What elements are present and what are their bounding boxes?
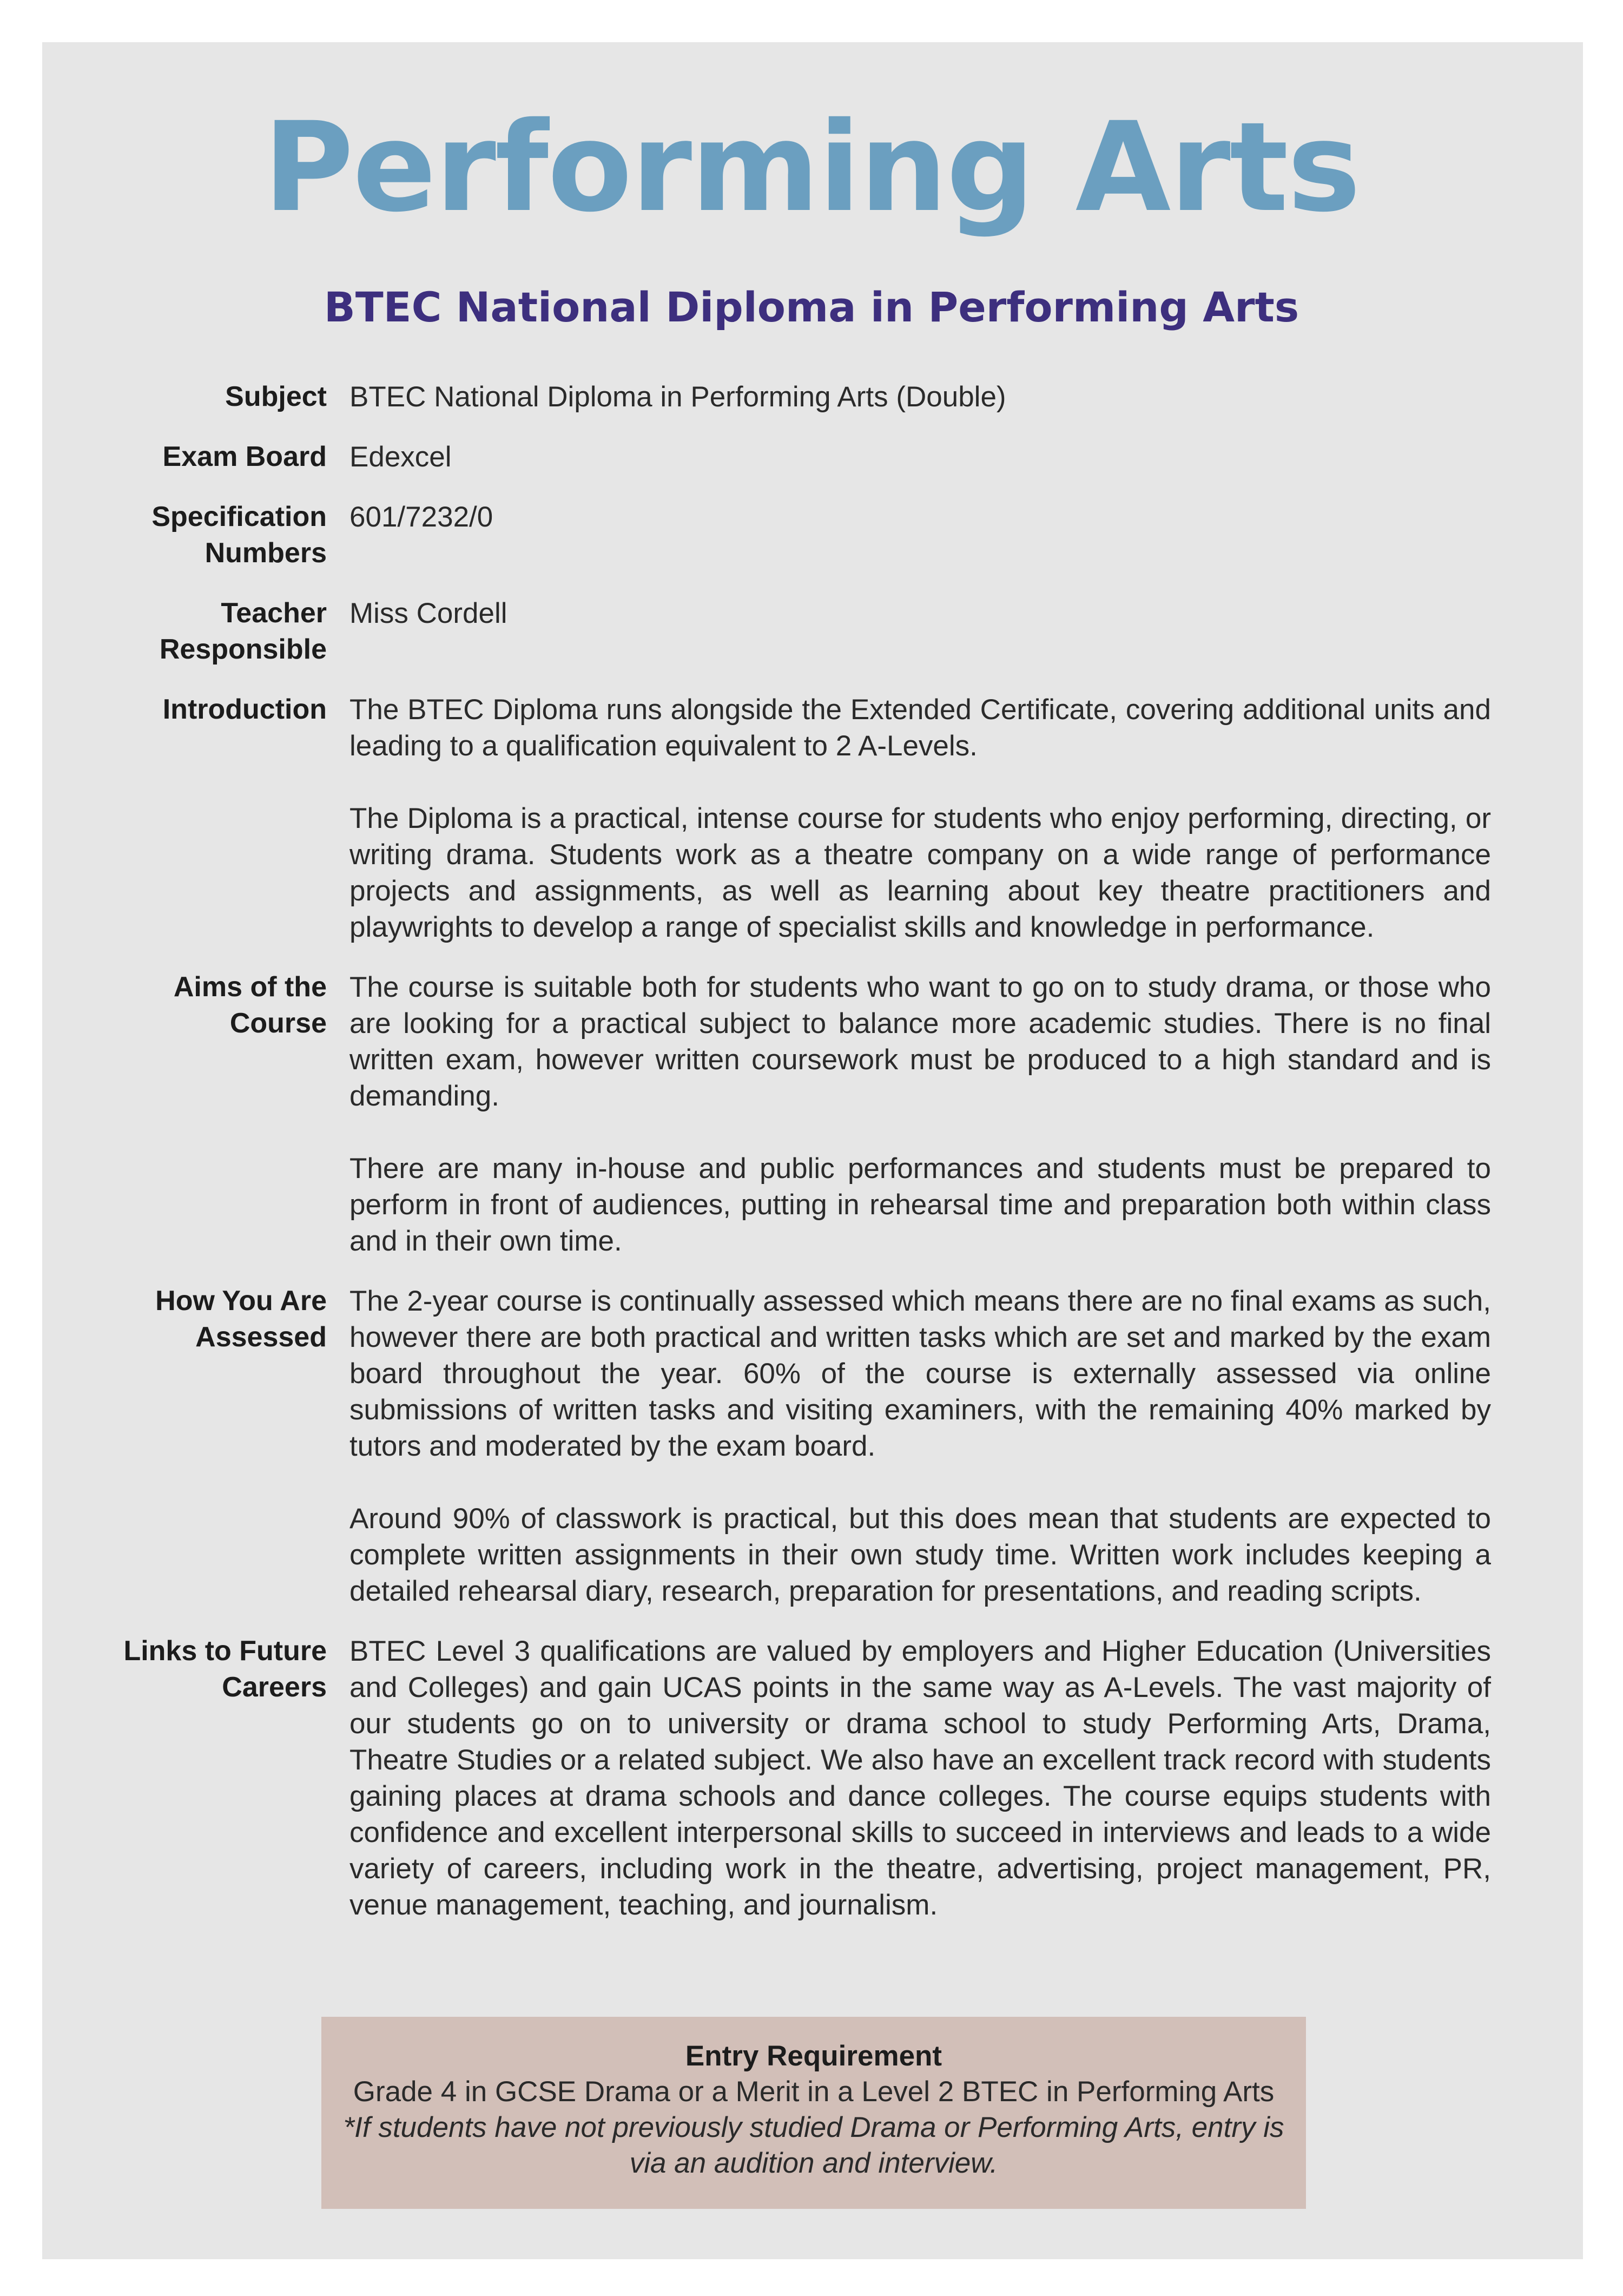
introduction-paragraph: The Diploma is a practical, intense course for students who enjoy performing, directing, or writing drama. Students work as a theatre company on a wide range of performance projects and assignments, as well as learning about key theatre practitioners and playwrights to develop a range of specialist skills and knowledge in performance. [349,802,1491,943]
page-title: Performing Arts [263,95,1360,239]
entry-requirement-text: Grade 4 in GCSE Drama or a Merit in a Level 2 BTEC in Performing Arts [353,2076,1275,2108]
entry-requirement-box [321,2017,1306,2209]
detail-row-specification [0,499,1623,571]
assessment-paragraph: The 2-year course is continually assessed which means there are no final exams as such, however there are both practical and written tasks which are set and marked by the exam board throughout the year. 60% of the course is externally assessed via online submissions of written tasks and visiting examiners, with the remaining 40% marked by tutors and moderated by the exam board. [349,1285,1491,1462]
aims-label: Aims of the Course [173,971,327,1039]
assessment-paragraph: Around 90% of classwork is practical, but this does mean that students are expected to complete written assignments in their own study time. Written work includes keeping a detailed rehearsal diary, research, preparation for presentations, and reading scripts. [349,1503,1491,1607]
careers-label: Links to Future Careers [123,1635,327,1703]
subject-value: BTEC National Diploma in Performing Arts (Double) [349,381,1006,413]
aims-text [349,969,1491,1259]
page-subtitle: BTEC National Diploma in Performing Arts [324,283,1299,331]
teacher-value: Miss Cordell [349,597,507,629]
entry-requirement-note: *If students have not previously studied Drama or Performing Arts, entry is via an audition and interview. [343,2111,1284,2179]
careers-text [349,1633,1491,1923]
detail-row-aims [0,969,1623,1259]
assessment-label: How You Are Assessed [155,1285,327,1353]
teacher-label: Teacher Responsible [159,597,327,665]
detail-row-introduction [0,692,1623,945]
detail-row-careers [0,1633,1623,1923]
specification-value: 601/7232/0 [349,501,493,533]
careers-paragraph: BTEC Level 3 qualifications are valued by employers and Higher Education (Universities and Colleges) and gain UCAS points in the same way as A-Levels. The vast majority of our students go on to university or drama school to study Performing Arts, Drama, Theatre Studies or a related subject. We also have an excellent track record with students gaining places at drama schools and dance colleges. The course equips students with confidence and excellent interpersonal skills to succeed in interviews and leads to a wide variety of careers, including work in the theatre, advertising, project management, PR, venue management, teaching, and journalism. [349,1635,1491,1921]
specification-label: Specification Numbers [151,501,327,569]
exam-board-value: Edexcel [349,441,452,473]
introduction-text [349,692,1491,945]
aims-paragraph: There are many in-house and public performances and students must be prepared to perform in front of audiences, putting in rehearsal time and preparation both within class and in their own time. [349,1153,1491,1257]
detail-row-subject [0,379,1623,415]
detail-row-exam-board [0,439,1623,475]
aims-paragraph: The course is suitable both for students who want to go on to study drama, or those who are looking for a practical subject to balance more academic studies. There is no final written exam, however written coursework must be produced to a high standard and is demanding. [349,971,1491,1112]
course-details [0,379,1623,1947]
introduction-paragraph: The BTEC Diploma runs alongside the Extended Certificate, covering additional units and leading to a qualification equivalent to 2 A-Levels. [349,694,1491,762]
assessment-text [349,1283,1491,1609]
exam-board-label: Exam Board [162,441,327,472]
entry-requirement-title: Entry Requirement [685,2040,942,2072]
detail-row-assessment [0,1283,1623,1609]
subject-label: Subject [225,381,327,412]
detail-row-teacher [0,595,1623,668]
introduction-label: Introduction [162,694,327,725]
